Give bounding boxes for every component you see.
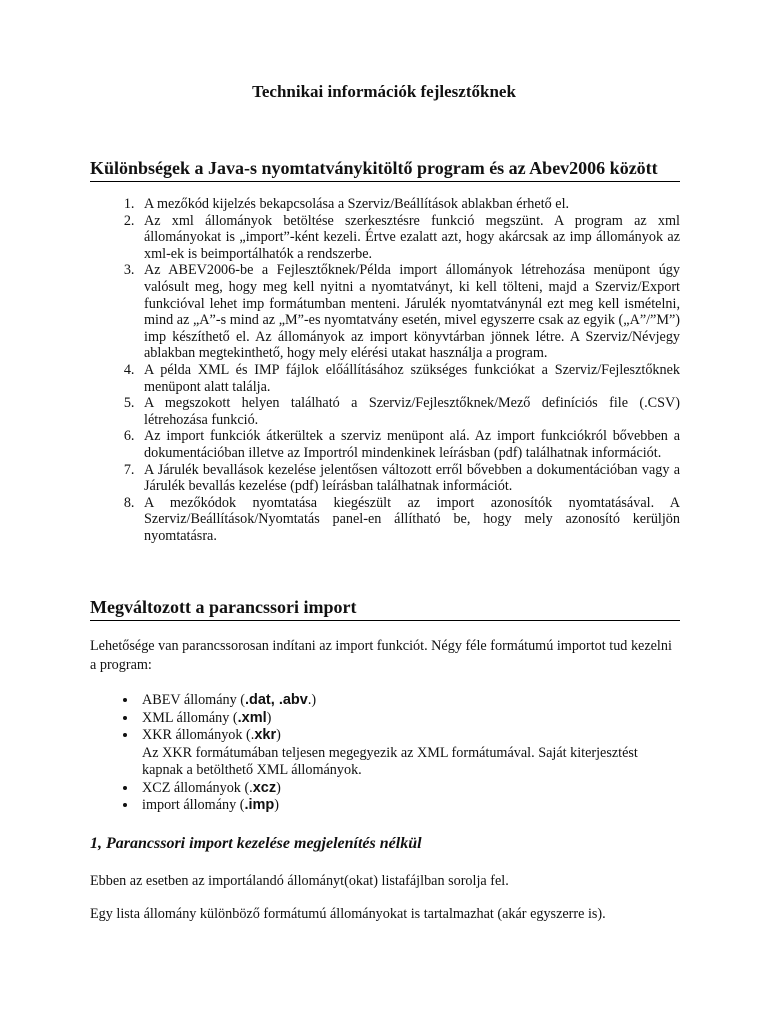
subheading-no-display: 1, Parancssori import kezelése megjelenítés nélkül bbox=[90, 834, 422, 852]
format-extension: .xml bbox=[237, 709, 267, 726]
format-extension: xkr bbox=[254, 727, 277, 743]
format-suffix: ) bbox=[274, 797, 279, 813]
section-cli-import bbox=[90, 597, 680, 924]
paragraph-listfile: Ebben az esetben az importálandó állományt(okat) listafájlban sorolja fel. bbox=[90, 872, 509, 889]
format-extension: .dat, .abv bbox=[244, 692, 308, 708]
format-suffix: ) bbox=[276, 779, 281, 796]
format-extension: xcz bbox=[252, 779, 277, 796]
format-note: Az XKR formátumában teljesen megegyezik az XML formátumával. Saját kiterjesztést kapnak a betölthető XML állományok. bbox=[142, 744, 638, 778]
format-suffix: .) bbox=[307, 692, 317, 708]
section-heading-differences: Különbségek a Java-s nyomtatványkitöltő program és az Abev2006 között bbox=[90, 158, 680, 182]
document-title: Technikai információk fejlesztőknek bbox=[252, 82, 516, 101]
list-item: 4. A példa XML és IMP fájlok előállításához szükséges funkciókat a Szerviz/Fejlesztőknek menüpont alatt találja. bbox=[138, 362, 680, 395]
list-item: 5. A megszokott helyen található a Szerviz/Fejlesztőknek/Mező definíciós file (.CSV) létrehozása funkció. bbox=[138, 395, 680, 428]
intro-paragraph: Lehetősége van parancssorosan indítani az import funkciót. Négy féle formátumú importot tud kezelni a program: bbox=[90, 638, 672, 673]
format-suffix: ) bbox=[276, 727, 281, 743]
list-item: 2. Az xml állományok betöltése szerkesztésre funkció megszünt. A program az xml állományokat is „import”-ként kezeli. Értve ezalatt azt, hogy akárcsak az imp állományok az xml-ek is beimportálhatók a rendszerbe. bbox=[138, 213, 680, 263]
format-prefix: XKR állományok (. bbox=[142, 727, 255, 743]
format-prefix: XML állomány ( bbox=[142, 709, 238, 726]
list-item bbox=[138, 780, 680, 798]
paragraph-mixed-formats: Egy lista állomány különböző formátumú állományokat is tartalmazhat (akár egyszerre is). bbox=[90, 905, 606, 922]
list-item: 3. Az ABEV2006-be a Fejlesztőknek/Példa import állományok létrehozása menüpont úgy valósult meg, hogy meg kell nyitni a nyomtatványt, ki kell tölteni, majd a Szerviz/Export funkcióval lehet imp formátumban menteni. Járulék nyomtatványnál ezt meg kell ismételni, mind az „A”-s mind az „M”-es nyomtatvány esetén, mivel egyszerre csak az egyik („A”/”M”) imp készíthető el. Az állományok az import könyvtárban jönnek létre. A Szerviz/Névjegy ablakban megtekinthető, hogy mely elérési utakat használja a program. bbox=[138, 262, 680, 362]
section-heading-cli-import: Megváltozott a parancssori import bbox=[90, 597, 680, 621]
format-suffix: ) bbox=[266, 709, 272, 726]
list-item: 6. Az import funkciók átkerültek a szerviz menüpont alá. Az import funkciókról bővebben a dokumentációban illetve az Importról mindenkinek leírásban (pdf) találhatnak információt. bbox=[138, 428, 680, 461]
format-extension: .imp bbox=[244, 797, 275, 813]
list-item bbox=[138, 692, 680, 710]
list-item bbox=[138, 710, 680, 728]
format-prefix: ABEV állomány ( bbox=[142, 692, 245, 708]
differences-list bbox=[90, 196, 680, 544]
formats-list bbox=[90, 692, 680, 815]
format-prefix: import állomány ( bbox=[142, 797, 245, 813]
list-item: 8. A mezőkódok nyomtatása kiegészült az import azonosítók nyomtatásával. A Szerviz/Beállítások/Nyomtatás panel-en állítható be, hogy mely azonosító kerüljön nyomtatásra. bbox=[138, 495, 680, 545]
list-item: 1. A mezőkód kijelzés bekapcsolása a Szerviz/Beállítások ablakban érhető el. bbox=[138, 196, 680, 213]
format-prefix: XCZ állományok (. bbox=[142, 779, 253, 796]
list-item: 7. A Járulék bevallások kezelése jelentősen változott erről bővebben a dokumentációban vagy a Járulék bevallás kezelése (pdf) leírásban találhatnak információt. bbox=[138, 462, 680, 495]
list-item bbox=[138, 727, 680, 780]
list-item bbox=[138, 797, 680, 815]
section-differences bbox=[90, 158, 680, 544]
